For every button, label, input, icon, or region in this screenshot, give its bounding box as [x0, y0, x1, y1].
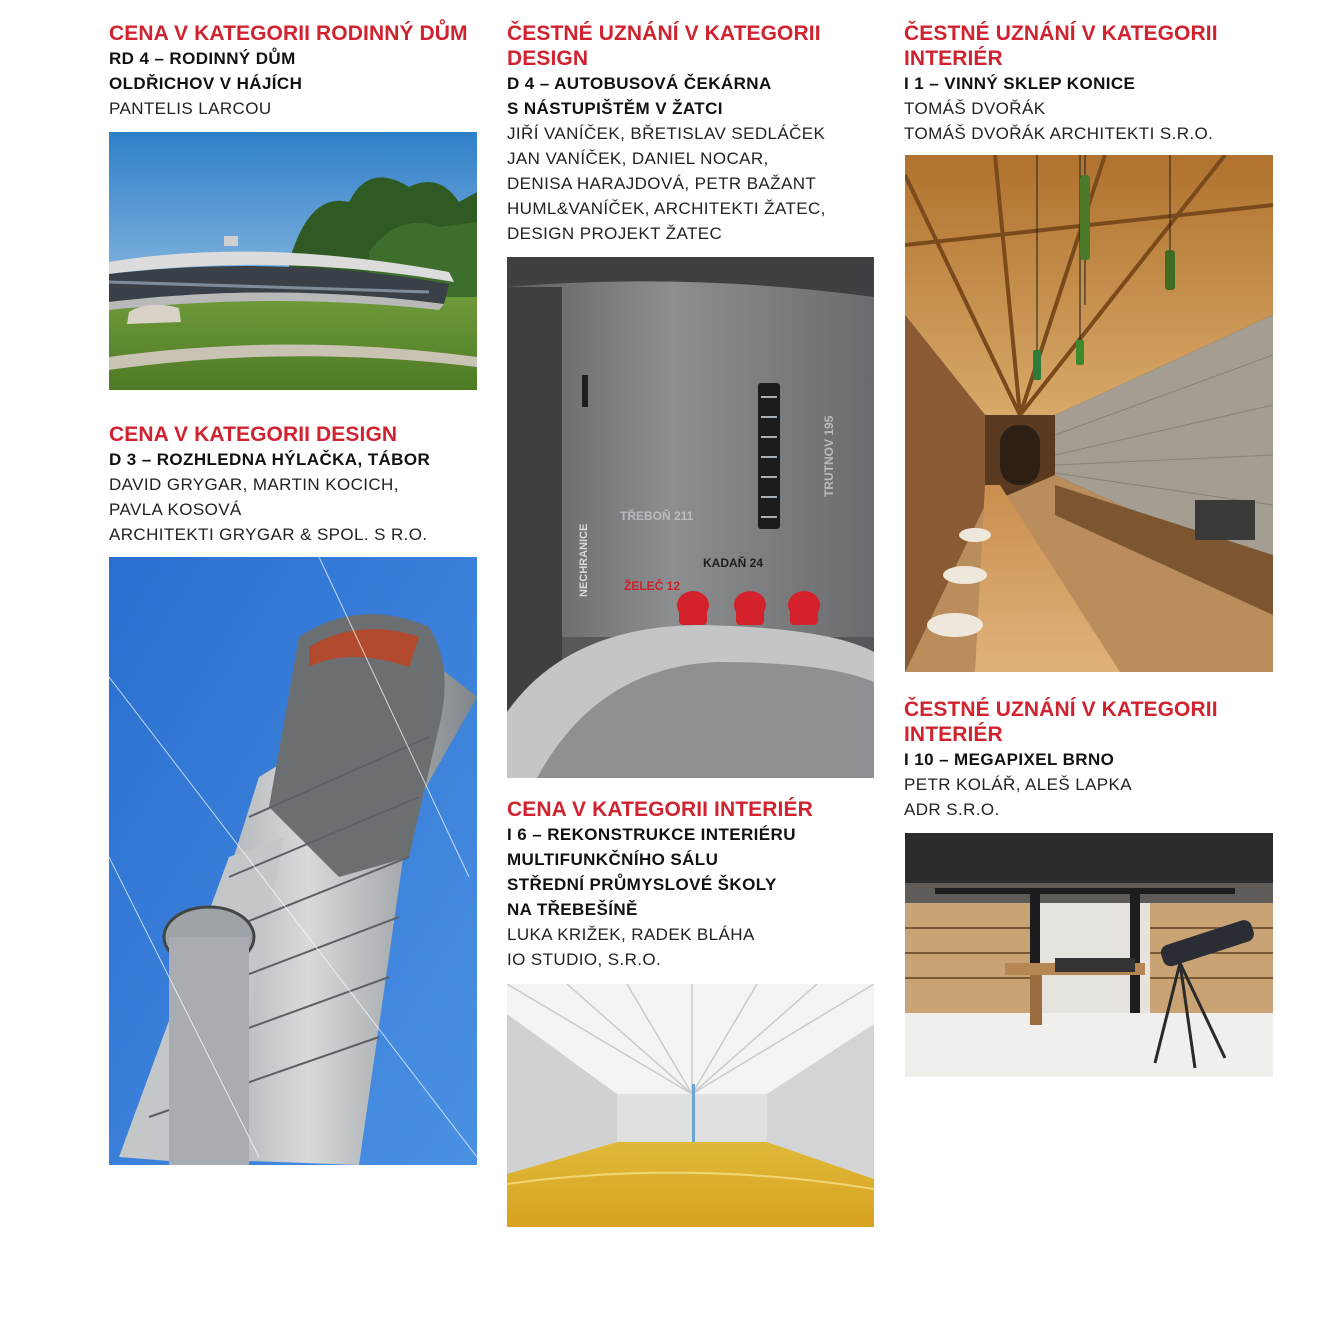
category-heading: CENA V KATEGORII INTERIÉR [507, 798, 813, 821]
photo-bus-shelter [507, 257, 874, 778]
sign-trebon: TŘEBOŇ 211 [620, 509, 694, 523]
author-line: DENISA HARAJDOVÁ, PETR BAŽANT [507, 174, 817, 193]
author-line: TOMÁŠ DVOŘÁK ARCHITEKTI S.R.O. [904, 124, 1214, 143]
project-title-line: MULTIFUNKČNÍHO SÁLU [507, 850, 719, 869]
entry-i1 [904, 21, 1276, 146]
category-heading-line: INTERIÉR [904, 723, 1003, 746]
sign-nechranice: NECHRANICE [578, 523, 590, 597]
entry-d4 [507, 21, 879, 246]
author-line: HUML&VANÍČEK, ARCHITEKTI ŽATEC, [507, 199, 826, 218]
category-heading-line: ČESTNÉ UZNÁNÍ V KATEGORII [904, 698, 1218, 721]
author-line: ADR S.R.O. [904, 800, 1000, 819]
photo-megapixel-store [905, 833, 1273, 1077]
category-heading: CENA V KATEGORII RODINNÝ DŮM [109, 22, 468, 45]
category-heading: CENA V KATEGORII DESIGN [109, 423, 398, 446]
sign-kadan: KADAŇ 24 [703, 556, 764, 570]
sign-trutnov: TRUTNOV 195 [822, 415, 836, 497]
entry-i10 [904, 697, 1276, 822]
author-line: DESIGN PROJEKT ŽATEC [507, 224, 723, 243]
project-title-line: NA TŘEBEŠÍNĚ [507, 900, 638, 919]
entry-d3 [109, 422, 481, 547]
author-line: JAN VANÍČEK, DANIEL NOCAR, [507, 149, 769, 168]
author-line: PANTELIS LARCOU [109, 99, 272, 118]
author-line: PETR KOLÁŘ, ALEŠ LAPKA [904, 775, 1133, 794]
project-title-line: RD 4 – RODINNÝ DŮM [109, 49, 296, 68]
project-title-line: I 6 – REKONSTRUKCE INTERIÉRU [507, 825, 796, 844]
project-title-line: STŘEDNÍ PRŮMYSLOVÉ ŠKOLY [507, 875, 777, 894]
project-title-line: D 3 – ROZHLEDNA HÝLAČKA, TÁBOR [109, 450, 431, 469]
category-heading-line: DESIGN [507, 47, 589, 70]
category-heading-line: INTERIÉR [904, 47, 1003, 70]
entry-rd4 [109, 21, 481, 121]
project-title-line: D 4 – AUTOBUSOVÁ ČEKÁRNA [507, 74, 772, 93]
author-line: ARCHITEKTI GRYGAR & SPOL. S R.O. [109, 525, 428, 544]
photo-lookout-tower [109, 557, 477, 1165]
author-line: JIŘÍ VANÍČEK, BŘETISLAV SEDLÁČEK [507, 124, 826, 143]
category-heading-line: ČESTNÉ UZNÁNÍ V KATEGORII [507, 22, 821, 45]
sign-zelec: ŽELEČ 12 [624, 579, 681, 593]
photo-family-house [109, 132, 477, 390]
project-title-line: S NÁSTUPIŠTĚM V ŽATCI [507, 99, 723, 118]
photo-school-hall [507, 984, 874, 1227]
photo-wine-cellar [905, 155, 1273, 672]
project-title-line: I 10 – MEGAPIXEL BRNO [904, 750, 1115, 769]
author-line: LUKA KRIŽEK, RADEK BLÁHA [507, 925, 755, 944]
entry-i6 [507, 797, 879, 972]
project-title-line: I 1 – VINNÝ SKLEP KONICE [904, 74, 1136, 93]
author-line: DAVID GRYGAR, MARTIN KOCICH, [109, 475, 399, 494]
project-title-line: OLDŘICHOV V HÁJÍCH [109, 74, 303, 93]
author-line: PAVLA KOSOVÁ [109, 500, 242, 519]
category-heading-line: ČESTNÉ UZNÁNÍ V KATEGORII [904, 22, 1218, 45]
author-line: IO STUDIO, S.R.O. [507, 950, 662, 969]
author-line: TOMÁŠ DVOŘÁK [904, 99, 1046, 118]
